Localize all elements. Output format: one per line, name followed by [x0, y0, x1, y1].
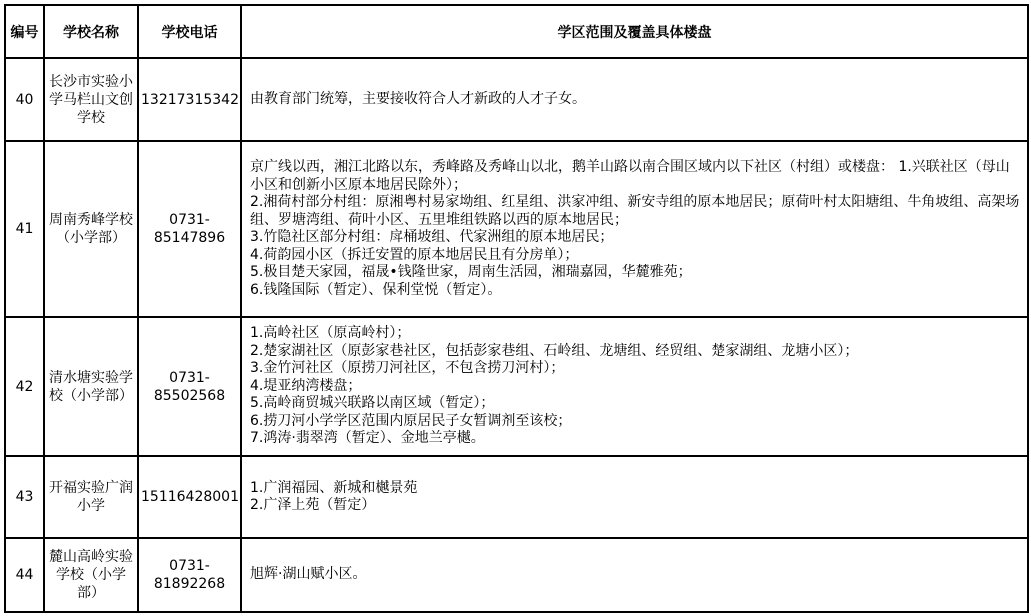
scope-line: 2.湘荷村部分村组：原湘粤村易家坳组、红星组、洪家冲组、新安寺组的原本地居民；原荷叶村太阳塘组、牛角坡组、高架场组、罗塘湾组、荷叶小区、五里堆组铁路以西的原本地居民； [250, 194, 1020, 228]
school-scope-cell [241, 317, 1028, 456]
row-id-cell: 40 [5, 58, 44, 141]
school-phone-cell: 13217315342 [138, 58, 241, 141]
scope-line: 1.高岭社区（原高岭村）； [250, 325, 411, 342]
school-scope-cell [241, 538, 1028, 612]
scope-line: 5.高岭商贸城兴联路以南区域（暂定）； [250, 395, 495, 412]
scope-line: 3.竹隐社区部分村组：戽桶坡组、代家洲组的原本地居民； [250, 229, 614, 245]
school-scope-cell [241, 58, 1028, 141]
table-row [5, 456, 1028, 538]
scope-line: 4.荷韵园小区（拆迁安置的原本地居民且有分房单）； [250, 246, 579, 263]
school-phone-cell: 0731-81892268 [138, 538, 241, 612]
school-phone-cell: 0731-85147896 [138, 141, 241, 317]
school-name-cell: 长沙市实验小学马栏山文创学校 [44, 58, 138, 141]
scope-line: 6.捞刀河小学学区范围内原居民子女暂调剂至该校； [250, 412, 572, 429]
table-row [5, 317, 1028, 456]
scope-line: 6.钱隆国际（暂定）、保利堂悦（暂定）。 [250, 281, 502, 298]
school-name-cell: 麓山高岭实验学校（小学部） [44, 538, 138, 612]
scope-line: 1.广润福园、新城和樾景苑 [250, 479, 418, 496]
school-scope-cell [241, 141, 1028, 317]
header-cell-id: 编号 [5, 5, 44, 58]
scope-line: 5.极目楚天家园，福晟•钱隆世家，周南生活园，湘瑞嘉园，华麓雅苑； [250, 264, 692, 280]
header-cell-name: 学校名称 [44, 5, 138, 58]
row-id-cell: 44 [5, 538, 44, 612]
scope-line: 3.金竹河社区（原捞刀河社区，不包含捞刀河村）； [250, 360, 565, 377]
scope-line: 7.鸿涛·翡翠湾（暂定）、金地兰亭樾。 [250, 430, 485, 447]
scope-line: 4.堤亚纳湾楼盘； [250, 377, 362, 394]
header-cell-scope: 学区范围及覆盖具体楼盘 [241, 5, 1028, 58]
school-phone-cell: 0731-85502568 [138, 317, 241, 456]
scope-line: 旭辉·湖山赋小区。 [250, 566, 367, 583]
school-name-cell: 开福实验广润小学 [44, 456, 138, 538]
scope-line: 由教育部门统筹，主要接收符合人才新政的人才子女。 [250, 90, 586, 107]
row-id-cell: 43 [5, 456, 44, 538]
scope-line: 2.广泽上苑（暂定） [250, 497, 376, 513]
scope-line: 京广线以西，湘江北路以东，秀峰路及秀峰山以北，鹅羊山路以南合围区域内以下社区（村组）或楼盘： 1.兴联社区（母山小区和创新小区原本地居民除外）； [250, 159, 1010, 193]
table-row [5, 538, 1028, 612]
school-district-table [4, 4, 1029, 613]
school-scope-cell [241, 456, 1028, 538]
header-row [5, 5, 1028, 58]
school-name-cell: 周南秀峰学校（小学部） [44, 141, 138, 317]
header-cell-phone: 学校电话 [138, 5, 241, 58]
table-row [5, 58, 1028, 141]
scope-line: 2.楚家湖社区（原彭家巷社区，包括彭家巷组、石岭组、龙塘组、经贸组、楚家湖组、龙塘小区）； [250, 342, 859, 359]
school-name-cell: 清水塘实验学校（小学部） [44, 317, 138, 456]
school-phone-cell: 15116428001 [138, 456, 241, 538]
table-row [5, 141, 1028, 317]
row-id-cell: 41 [5, 141, 44, 317]
row-id-cell: 42 [5, 317, 44, 456]
